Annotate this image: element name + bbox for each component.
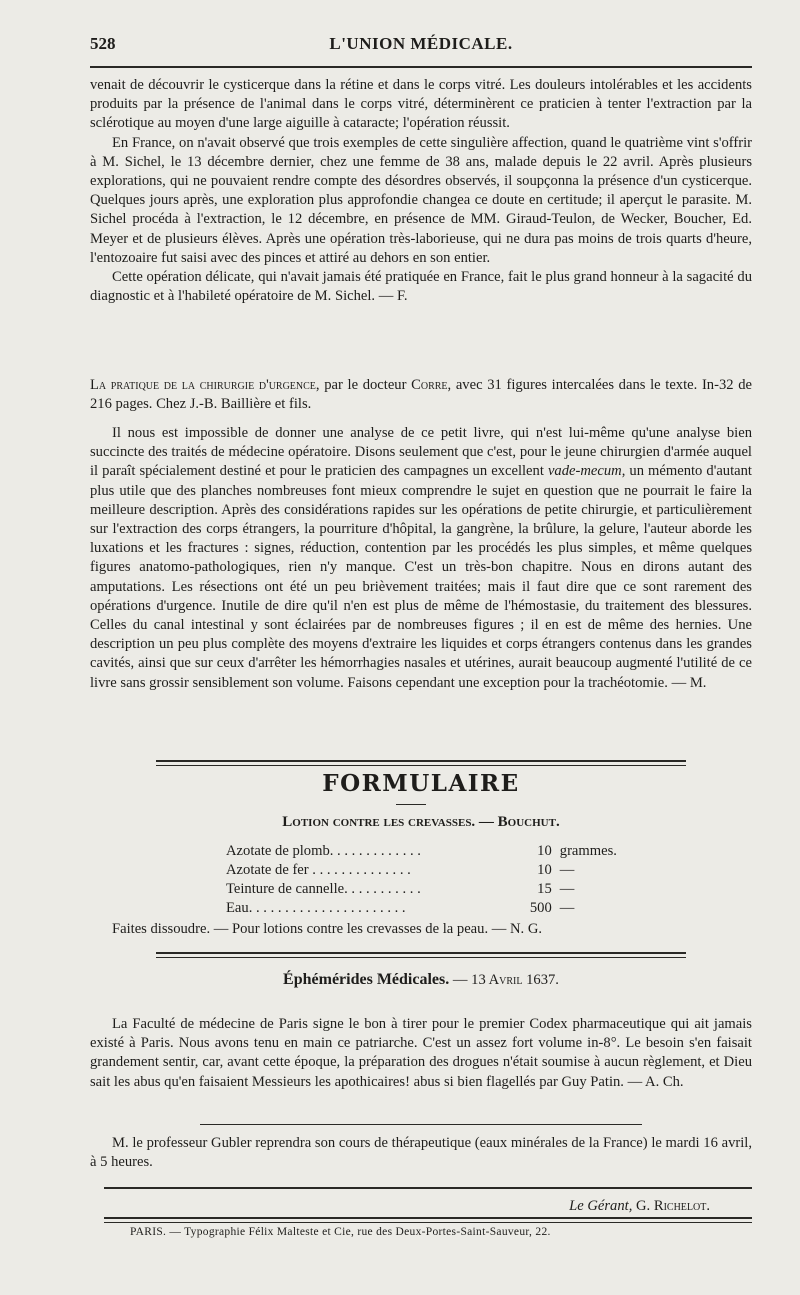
notice-text: M. le professeur Gubler reprendra son cours de thérapeutique (eaux minérales de la France) le mardi 16 avril, à 5 heures.: [90, 1135, 752, 1171]
formulaire-subtitle: Lotion contre les crevasses. — Bouchut.: [282, 814, 560, 830]
paragraph: Cette opération délicate, qui n'avait jamais été pratiquée en France, fait le plus grand honneur à la sagacité du diagnostic et à l'habileté opératoire de M. Sichel. — F.: [90, 269, 752, 305]
ingredient-unit: —: [559, 862, 575, 878]
section-rule: [156, 760, 686, 766]
paragraph: En France, on n'avait observé que trois exemples de cette singulière affection, quand le quatrième vint s'offrir à M. Sichel, le 13 décembre dernier, chez une femme de 38 ans, malade depuis le 22 avril. Après plusieurs explorations, qui ne pouvaient rendre compte des désordres observés, il soupçonna la présence d'un cysticerque. Quelques jours après, une exploration plus approfondie changea ce doute en certitude; il aperçut le parasite. M. Sichel procéda à l'extraction, le 12 décembre, en présence de MM. Giraud-Teulon, de Wecker, Boucher, Ed. Meyer et de plusieurs élèves. Après une opération très-laborieuse, qui ne dura pas moins de trois quarts d'heure, l'entozoaire fut saisi avec des pinces et attiré au dehors en son entier.: [90, 134, 752, 266]
book-author: Corre: [411, 377, 448, 393]
ephemerides-body-block: [90, 1015, 752, 1092]
book-title: La pratique de la chirurgie d'urgence,: [90, 377, 320, 393]
ephemerides-body: La Faculté de médecine de Paris signe le bon à tirer pour le premier Codex pharmaceutique qui ait jamais existé à Paris. Nous avons tenu en main ce patriarche. C'est un assez fort volume in-8°. Le besoin s'en faisait grandement sentir, car, avant cette époque, la préparation des drogues n'était soumise à aucun règlement, et Dieu sait les abus qu'en faisaient Messieurs les apothicaires! abus si bien flagellés par Guy Patin. — A. Ch.: [90, 1016, 752, 1090]
page-number: 528: [90, 34, 116, 53]
ingredient-unit: —: [559, 900, 575, 916]
running-title: L'UNION MÉDICALE.: [329, 34, 513, 53]
review-title: [90, 376, 752, 414]
review-italic: vade-mecum: [547, 463, 622, 480]
ephemerides-title-block: [90, 970, 752, 990]
page-header: [90, 34, 752, 58]
signature: [90, 1198, 710, 1215]
paragraph: venait de découvrir le cysticerque dans la rétine et dans le corps vitré. Les douleurs intolérables et les accidents produits par la présence de l'animal dans le corps vitré, déterminèrent ce praticien à tenter l'extraction par la sclérotique au moyen d'une large aiguille à cataracte; l'opération réussit.: [90, 77, 752, 132]
small-rule: [396, 804, 426, 805]
formula-note: Faites dissoudre. — Pour lotions contre les crevasses de la peau. — N. G.: [112, 921, 543, 937]
review-text: , un mémento d'autant plus utile que des planches nombreuses font mieux comprendre le sujet en question que ne pourrait le faire la meilleure description. Après des considérations rapides sur les opérations de petite chirurgie, et particulièrement sur l'extraction des corps étrangers, la pourriture d'hôpital, la gangrène, la brûlure, la gelure, l'auteur aborde les luxations et les fractures : signes, réduction, contention par les procédés les plus simples, et même quelques figures anatomo-pathologiques, rien n'y manque. C'est un très-bon chapitre. Nous en dirons autant des amputations. Les résections ont été un peu brièvement traitées; mais il faut dire que ce sont rarement des opérations d'urgence. Inutile de dire qu'il n'en est plus de même de l'hémostasie, du traitement des blessures. Celles du canal intestinal y sont éclairées par de nombreuses figures ; il en est de même des hernies. Une description un peu plus complète des moyens d'extraire les liquides et corps étrangers contenus dans les grandes cavités, ainsi que sur ceux d'arrêter les hémorrhagies nasales et utérines, aurait beaucoup augmenté l'utilité de ce livre sans grossir sensiblement son volume. Faisons cependant une exception pour la trachéotomie. — M.: [90, 463, 752, 691]
review-title-tail: , avec 31 figures intercalées dans le texte. In-32 de 216 pages. Chez J.-B. Baillière et fils.: [90, 377, 752, 413]
ephemerides-title: Éphémérides Médicales.: [283, 971, 450, 988]
ingredient-unit: grammes.: [559, 843, 617, 859]
ephemerides-date: — 13 Avril 1637.: [449, 972, 559, 988]
ingredient-name: Eau. . . . . . . . . . . . . . . . . . . . . .: [226, 900, 406, 916]
section-rule: [200, 1124, 642, 1125]
ingredient-name: Azotate de plomb. . . . . . . . . . . . .: [226, 843, 421, 859]
formula-row: [226, 880, 646, 899]
footer-rule-double: [104, 1217, 752, 1223]
review-text: Il nous est impossible de donner une analyse de ce petit livre, qui n'est lui-même qu'une analyse bien succincte des traités de médecine opératoire. Disons seulement que c'est, pour le jeune chirurgien d'armée auquel il paraît spécialement destiné et pour le praticien des campagnes un excellent: [90, 425, 752, 480]
formula-table: [226, 842, 646, 918]
review-title-text: par le docteur: [319, 377, 412, 393]
ingredient-qty: 10: [537, 843, 552, 859]
ingredient-name: Teinture de cannelle. . . . . . . . . . .: [226, 881, 421, 897]
signature-label: Le Gérant,: [569, 1198, 633, 1214]
ingredient-qty: 15: [537, 881, 552, 897]
ingredient-qty: 500: [529, 900, 552, 916]
formulaire-heading: FORMULAIRE: [322, 770, 520, 797]
footer-rule: [104, 1187, 752, 1189]
ingredient-qty: 10: [537, 862, 552, 878]
ingredient-unit: —: [559, 881, 575, 897]
section-rule: [156, 952, 686, 958]
ingredient-name: Azotate de fer . . . . . . . . . . . . . .: [226, 862, 411, 878]
formula-row: [226, 861, 646, 880]
formula-row: [226, 842, 646, 861]
formula-row: [226, 899, 646, 918]
section-cysticerque: [90, 76, 752, 306]
notice-block: [90, 1134, 752, 1172]
signature-name: G. Richelot.: [632, 1198, 710, 1214]
review-body: [90, 424, 752, 693]
formula-note-block: [90, 920, 752, 939]
header-rule: [90, 66, 752, 68]
imprint-line: PARIS. — Typographie Félix Malteste et Cie, rue des Deux-Portes-Saint-Sauveur, 22.: [130, 1226, 551, 1238]
